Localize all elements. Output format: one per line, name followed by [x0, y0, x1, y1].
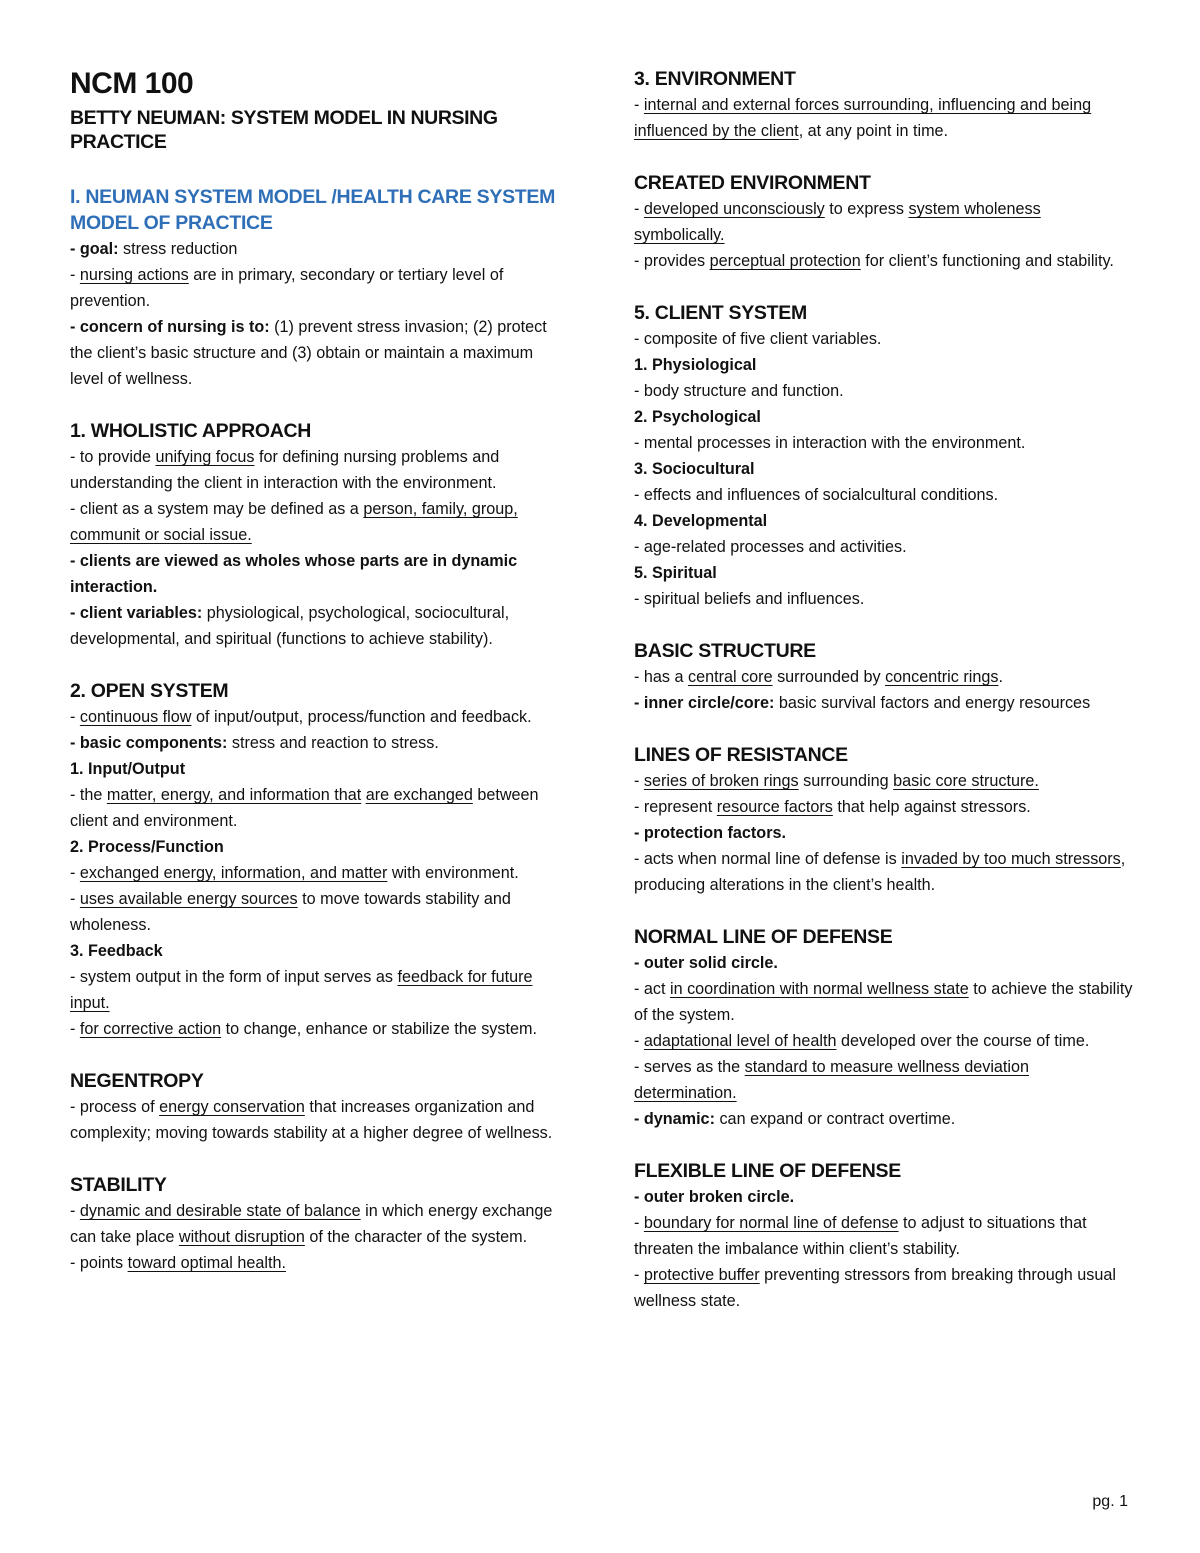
document-subtitle: BETTY NEUMAN: SYSTEM MODEL IN NURSING PRACTICE [70, 107, 498, 153]
text-line: - to provide unifying focus for defining nursing problems and understanding the client in interaction with the environment. [70, 448, 500, 492]
subheading: 5. Spiritual [634, 564, 717, 582]
text-line: - uses available energy sources to move towards stability and wholeness. [70, 890, 511, 934]
text-line: - mental processes in interaction with the environment. [634, 434, 1026, 452]
text-line: - provides perceptual protection for client’s functioning and stability. [634, 252, 1114, 270]
text-line: - points toward optimal health. [70, 1254, 286, 1272]
text-line: - concern of nursing is to: (1) prevent stress invasion; (2) protect the client’s basic structure and (3) obtain or maintain a maximum level of wellness. [70, 318, 547, 388]
text-line: - serves as the standard to measure wellness deviation determination. [634, 1058, 1030, 1102]
text-line: - continuous flow of input/output, process/function and feedback. [70, 708, 532, 726]
text-line: - internal and external forces surrounding, influencing and being influenced by the client, at any point in time. [634, 96, 1092, 140]
text-line: - protective buffer preventing stressors from breaking through usual wellness state. [634, 1266, 1116, 1310]
section-wholistic-approach [70, 418, 570, 652]
text-line: - spiritual beliefs and influences. [634, 590, 865, 608]
section-normal-line-of-defense [634, 924, 1134, 1132]
section-title: 1. WHOLISTIC APPROACH [70, 420, 312, 442]
subheading: 2. Psychological [634, 408, 761, 426]
text-line: - series of broken rings surrounding basic core structure. [634, 772, 1039, 790]
subheading: 3. Sociocultural [634, 460, 755, 478]
text-line: - protection factors. [634, 824, 786, 842]
section-title: LINES OF RESISTANCE [634, 744, 848, 766]
text-line: - goal: stress reduction [70, 240, 238, 258]
subheading: 4. Developmental [634, 512, 768, 530]
text-line: - basic components: stress and reaction to stress. [70, 734, 439, 752]
text-line: - inner circle/core: basic survival factors and energy resources [634, 694, 1091, 712]
section-title: 2. OPEN SYSTEM [70, 680, 229, 702]
section-neuman-system-model [70, 184, 570, 392]
text-line: - act in coordination with normal wellness state to achieve the stability of the system. [634, 980, 1133, 1024]
text-line: - developed unconsciously to express system wholeness symbolically. [634, 200, 1041, 244]
left-column [70, 66, 570, 1276]
text-line: - effects and influences of socialcultural conditions. [634, 486, 999, 504]
text-line: - dynamic and desirable state of balance in which energy exchange can take place without disruption of the character of the system. [70, 1202, 553, 1246]
page-number: pg. 1 [1092, 1493, 1128, 1510]
text-line: - acts when normal line of defense is invaded by too much stressors, producing alterations in the client’s health. [634, 850, 1126, 894]
text-line: - process of energy conservation that increases organization and complexity; moving towards stability at a higher degree of wellness. [70, 1098, 553, 1142]
section-environment [634, 66, 1134, 144]
text-line: - body structure and function. [634, 382, 844, 400]
text-line: - for corrective action to change, enhance or stabilize the system. [70, 1020, 537, 1038]
subheading: 3. Feedback [70, 942, 163, 960]
section-flexible-line-of-defense [634, 1158, 1134, 1314]
text-line: - outer solid circle. [634, 954, 778, 972]
subheading: 1. Input/Output [70, 760, 186, 778]
text-line: - has a central core surrounded by concentric rings. [634, 668, 1003, 686]
text-line: - nursing actions are in primary, secondary or tertiary level of prevention. [70, 266, 504, 310]
section-lines-of-resistance [634, 742, 1134, 898]
section-title: FLEXIBLE LINE OF DEFENSE [634, 1160, 901, 1182]
section-stability [70, 1172, 570, 1276]
text-line: - represent resource factors that help against stressors. [634, 798, 1031, 816]
section-title: NORMAL LINE OF DEFENSE [634, 926, 893, 948]
text-line: - system output in the form of input serves as feedback for future input. [70, 968, 533, 1012]
text-line: - client as a system may be defined as a person, family, group, communit or social issue. [70, 500, 518, 544]
section-open-system [70, 678, 570, 1042]
section-title: NEGENTROPY [70, 1070, 204, 1092]
section-basic-structure [634, 638, 1134, 716]
right-column [634, 66, 1134, 1314]
text-line: - the matter, energy, and information that are exchanged between client and environment. [70, 786, 539, 830]
section-created-environment [634, 170, 1134, 274]
subheading: 1. Physiological [634, 356, 757, 374]
text-line: - dynamic: can expand or contract overtime. [634, 1110, 956, 1128]
text-line: - composite of five client variables. [634, 330, 882, 348]
section-title: I. NEUMAN SYSTEM MODEL /HEALTH CARE SYSTEM MODEL OF PRACTICE [70, 186, 556, 234]
section-title: 3. ENVIRONMENT [634, 68, 796, 90]
text-line: - clients are viewed as wholes whose parts are in dynamic interaction. [70, 552, 518, 596]
text-line: - outer broken circle. [634, 1188, 795, 1206]
text-line: - adaptational level of health developed over the course of time. [634, 1032, 1090, 1050]
section-title: 5. CLIENT SYSTEM [634, 302, 807, 324]
text-line: - age-related processes and activities. [634, 538, 907, 556]
section-title: BASIC STRUCTURE [634, 640, 816, 662]
text-line: - boundary for normal line of defense to adjust to situations that threaten the imbalance within client’s stability. [634, 1214, 1087, 1258]
text-line: - client variables: physiological, psychological, sociocultural, developmental, and spiritual (functions to achieve stability). [70, 604, 510, 648]
document-title: NCM 100 [70, 67, 194, 100]
text-line: - exchanged energy, information, and matter with environment. [70, 864, 519, 882]
section-negentropy [70, 1068, 570, 1146]
section-title: STABILITY [70, 1174, 167, 1196]
section-client-system [634, 300, 1134, 612]
subheading: 2. Process/Function [70, 838, 224, 856]
section-title: CREATED ENVIRONMENT [634, 172, 871, 194]
